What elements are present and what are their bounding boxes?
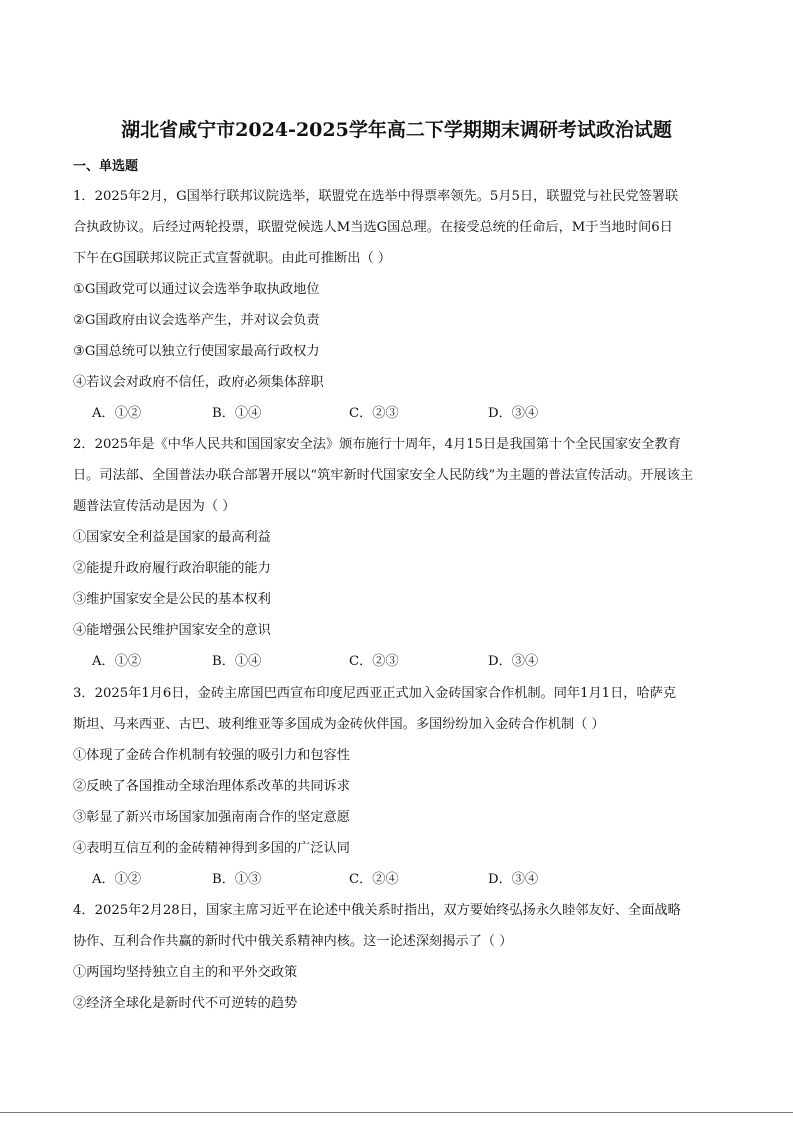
q4-statement-2: ②经济全球化是新时代不可逆转的趋势 [73, 996, 298, 1011]
q1-choice-b[interactable]: B．①④ [212, 406, 262, 421]
page-bottom-divider [0, 1112, 793, 1113]
q4-statement-1: ①两国均坚持独立自主的和平外交政策 [73, 965, 298, 980]
q1-statement-3: ③G国总统可以独立行使国家最高行政权力 [73, 344, 320, 359]
q2-choices [92, 652, 692, 672]
q1-stem-line-2: 合执政协议。后经过两轮投票，联盟党候选人M当选G国总理。在接受总统的任命后，M于当地时间6日 [73, 220, 673, 235]
q1-statement-1: ①G国政党可以通过议会选举争取执政地位 [73, 282, 320, 297]
q1-stem-line-3: 下午在G国联邦议院正式宣誓就职。由此可推断出（ ） [73, 251, 392, 266]
q2-choice-d[interactable]: D．③④ [488, 654, 539, 669]
section-heading: 一、单选题 [73, 159, 139, 174]
q2-choice-c[interactable]: C．②③ [349, 654, 399, 669]
q2-statement-1: ①国家安全利益是国家的最高利益 [73, 530, 271, 545]
q3-choice-b[interactable]: B．①③ [212, 872, 262, 887]
q3-stem-line-2: 斯坦、马来西亚、古巴、玻利维亚等多国成为金砖伙伴国。多国纷纷加入金砖合作机制（ ） [73, 717, 605, 732]
q3-choices [92, 870, 692, 890]
q3-choice-a[interactable]: A．①② [92, 872, 142, 887]
q3-statement-4: ④表明互信互利的金砖精神得到多国的广泛认同 [73, 841, 350, 856]
q2-statement-2: ②能提升政府履行政治职能的能力 [73, 561, 271, 576]
q4-stem-line-2: 协作、互利合作共赢的新时代中俄关系精神内核。这一论述深刻揭示了（ ） [73, 934, 513, 949]
q3-choice-d[interactable]: D．③④ [488, 872, 539, 887]
q1-choices [92, 404, 692, 424]
q1-stem-line-1: 1．2025年2月，G国举行联邦议院选举，联盟党在选举中得票率领先。5月5日，联盟党与社民党签署联 [73, 189, 679, 204]
q3-choice-c[interactable]: C．②④ [349, 872, 399, 887]
q2-statement-4: ④能增强公民维护国家安全的意识 [73, 623, 271, 638]
q2-stem-line-3: 题普法宣传活动是因为（ ） [73, 499, 236, 514]
q4-stem-line-1: 4．2025年2月28日，国家主席习近平在论述中俄关系时指出，双方要始终弘扬永久睦邻友好、全面战略 [73, 903, 681, 918]
q3-statement-2: ②反映了各国推动全球治理体系改革的共同诉求 [73, 779, 350, 794]
q2-choice-a[interactable]: A．①② [92, 654, 142, 669]
q1-choice-c[interactable]: C．②③ [349, 406, 399, 421]
q3-statement-3: ③彰显了新兴市场国家加强南南合作的坚定意愿 [73, 810, 350, 825]
q1-choice-d[interactable]: D．③④ [488, 406, 539, 421]
q1-statement-4: ④若议会对政府不信任，政府必须集体辞职 [73, 375, 324, 390]
q2-stem-line-1: 2．2025年是《中华人民共和国国家安全法》颁布施行十周年，4月15日是我国第十个全民国家安全教育 [73, 437, 681, 452]
q1-choice-a[interactable]: A．①② [92, 406, 142, 421]
q3-stem-line-1: 3．2025年1月6日，金砖主席国巴西宣布印度尼西亚正式加入金砖国家合作机制。同年1月1日，哈萨克 [73, 686, 677, 701]
q2-choice-b[interactable]: B．①④ [212, 654, 262, 669]
q3-statement-1: ①体现了金砖合作机制有较强的吸引力和包容性 [73, 748, 350, 763]
page-title: 湖北省咸宁市2024-2025学年高二下学期期末调研考试政治试题 [121, 119, 672, 141]
q2-stem-line-2: 日。司法部、全国普法办联合部署开展以“筑牢新时代国家安全人民防线”为主题的普法宣传活动。开展该主 [73, 468, 694, 483]
q2-statement-3: ③维护国家安全是公民的基本权利 [73, 592, 271, 607]
q1-statement-2: ②G国政府由议会选举产生，并对议会负责 [73, 313, 320, 328]
